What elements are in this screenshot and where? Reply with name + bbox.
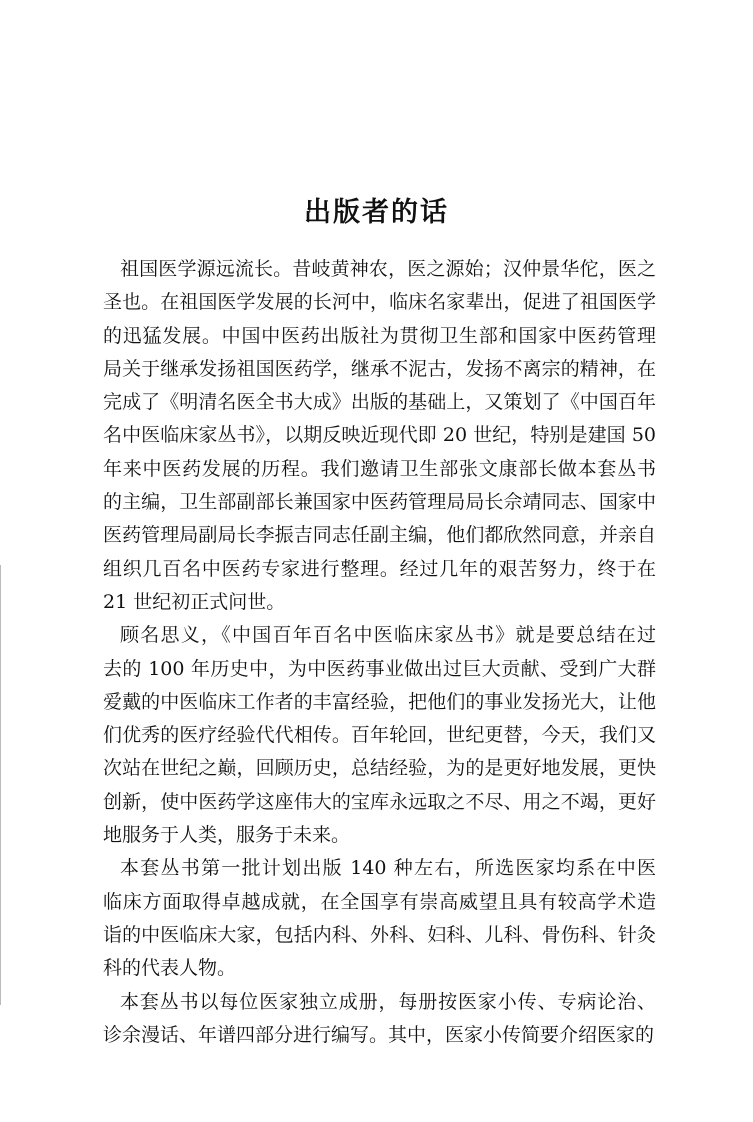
text-line: 的迅猛发展。中国中医药出版社为贯彻卫生部和国家中医药管理 xyxy=(103,324,656,347)
text-line: 年来中医药发展的历程。我们邀请卫生部张文康部长做本套丛书 xyxy=(103,457,656,480)
text-line: 诣的中医临床大家，包括内科、外科、妇科、儿科、骨伤科、针灸 xyxy=(103,923,656,946)
paragraph xyxy=(103,619,656,852)
text-line: 顾名思义，《中国百年百名中医临床家丛书》就是要总结在过 xyxy=(120,624,656,647)
paragraph xyxy=(103,253,656,619)
paragraph xyxy=(103,852,656,985)
text-line: 们优秀的医疗经验代代相传。百年轮回，世纪更替，今天，我们又 xyxy=(103,724,656,747)
text-line: 地服务于人类，服务于未来。 xyxy=(103,824,351,847)
text-line: 临床方面取得卓越成就，在全国享有崇高威望且具有较高学术造 xyxy=(103,890,656,913)
text-line: 21 世纪初正式问世。 xyxy=(103,590,286,613)
text-line: 医药管理局副局长李振吉同志任副主编，他们都欣然同意，并亲自 xyxy=(103,524,656,547)
text-line: 组织几百名中医药专家进行整理。经过几年的艰苦努力，终于在 xyxy=(103,557,656,580)
text-line: 诊余漫话、年谱四部分进行编写。其中，医家小传简要介绍医家的 xyxy=(103,1023,655,1046)
text-line: 创新，使中医药学这座伟大的宝库永远取之不尽、用之不竭，更好 xyxy=(103,790,656,813)
text-line: 完成了《明清名医全书大成》出版的基础上，又策划了《中国百年 xyxy=(103,391,656,414)
text-line: 科的代表人物。 xyxy=(103,957,237,980)
text-line: 祖国医学源远流长。昔岐黄神农，医之源始；汉仲景华佗，医之 xyxy=(120,258,656,280)
text-line: 本套丛书第一批计划出版 140 种左右，所选医家均系在中医 xyxy=(120,857,656,880)
text-line: 去的 100 年历史中，为中医药事业做出过巨大贡献、受到广大群 xyxy=(103,657,656,680)
document-body xyxy=(103,253,656,1052)
text-line: 的主编，卫生部副部长兼国家中医药管理局局长佘靖同志、国家中 xyxy=(103,491,656,514)
paragraph xyxy=(103,986,656,1053)
text-line: 名中医临床家丛书》，以期反映近现代即 20 世纪，特别是建国 50 xyxy=(103,424,656,447)
text-line: 局关于继承发扬祖国医药学，继承不泥古，发扬不离宗的精神，在 xyxy=(103,357,656,380)
page-edge-shadow xyxy=(0,565,1,1005)
text-line: 爱戴的中医临床工作者的丰富经验，把他们的事业发扬光大，让他 xyxy=(103,690,656,713)
text-line: 次站在世纪之巅，回顾历史，总结经验，为的是更好地发展，更快 xyxy=(103,757,656,780)
text-line: 圣也。在祖国医学发展的长河中，临床名家辈出，促进了祖国医学 xyxy=(103,291,656,314)
page-title: 出版者的话 xyxy=(304,197,449,228)
text-line: 本套丛书以每位医家独立成册，每册按医家小传、专病论治、 xyxy=(120,990,656,1013)
